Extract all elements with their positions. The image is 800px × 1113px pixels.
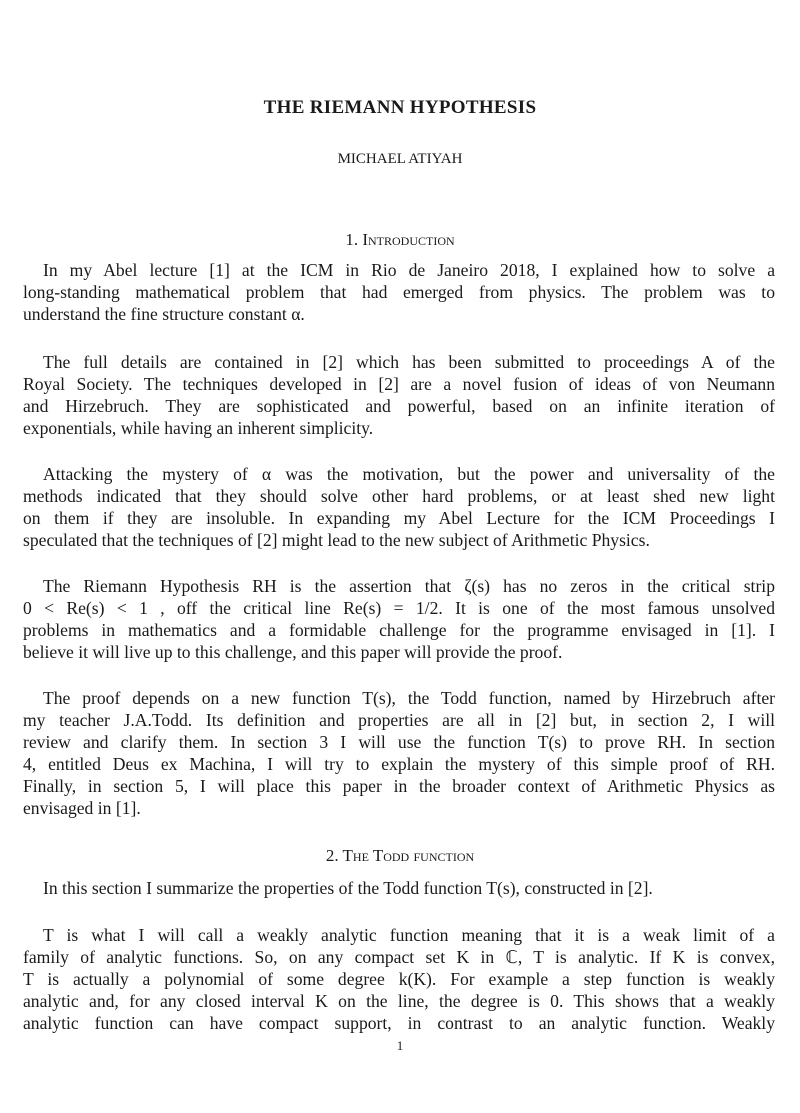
text-line: speculated that the techniques of [2] might lead to the new subject of Arithmetic Physics.: [23, 530, 650, 550]
text-line: problems in mathematics and a formidable challenge for the programme envisaged in [1]. I: [23, 620, 775, 640]
text-line: on them if they are insoluble. In expanding my Abel Lecture for the ICM Proceedings I: [23, 508, 775, 528]
text-line: analytic and, for any closed interval K on the line, the degree is 0. This shows that a weakly: [23, 991, 775, 1011]
paragraph-summary: [23, 877, 775, 899]
text-line: exponentials, while having an inherent simplicity.: [23, 418, 374, 438]
paper-title: THE RIEMANN HYPOTHESIS: [263, 97, 537, 118]
text-line: The Riemann Hypothesis RH is the assertion that ζ(s) has no zeros in the critical strip: [43, 576, 775, 596]
text-line: Royal Society. The techniques developed in [2] are a novel fusion of ideas of von Neumann: [23, 374, 775, 394]
text-line: 0 < Re(s) < 1 , off the critical line Re(s) = 1/2. It is one of the most famous unsolved: [23, 598, 775, 618]
text-line: The proof depends on a new function T(s), the Todd function, named by Hirzebruch after: [43, 688, 775, 708]
text-line: T is what I will call a weakly analytic function meaning that it is a weak limit of a: [43, 925, 775, 945]
text-line: envisaged in [1].: [23, 798, 141, 818]
text-line: T is actually a polynomial of some degree k(K). For example a step function is weakly: [23, 969, 775, 989]
text-line: Finally, in section 5, I will place this paper in the broader context of Arithmetic Physics as: [23, 776, 775, 796]
text-line: In this section I summarize the properties of the Todd function T(s), constructed in [2].: [43, 878, 653, 898]
text-line: and Hirzebruch. They are sophisticated and powerful, based on an infinite iteration of: [23, 396, 775, 416]
text-line: Attacking the mystery of α was the motivation, but the power and universality of the: [43, 464, 775, 484]
text-line: my teacher J.A.Todd. Its definition and properties are all in [2] but, in section 2, I will: [23, 710, 775, 730]
paragraph-abel-lecture: [23, 259, 775, 325]
page-number: 1: [396, 1038, 404, 1053]
section-heading-todd-function: 2. The Todd function: [325, 846, 475, 865]
paragraph-todd-function-proof: [23, 687, 775, 819]
text-line: family of analytic functions. So, on any compact set K in ℂ, T is analytic. If K is convex,: [23, 947, 775, 967]
paragraph-riemann-hypothesis: [23, 575, 775, 663]
text-line: long-standing mathematical problem that had emerged from physics. The problem was to: [23, 282, 775, 302]
text-line: analytic function can have compact support, in contrast to an analytic function. Weakly: [23, 1013, 775, 1033]
paper-author: MICHAEL ATIYAH: [337, 151, 463, 167]
paragraph-weakly-analytic: [23, 924, 775, 1034]
text-line: methods indicated that they should solve other hard problems, or at least shed new light: [23, 486, 775, 506]
text-line: 4, entitled Deus ex Machina, I will try to explain the mystery of this simple proof of RH.: [23, 754, 775, 774]
text-line: believe it will live up to this challenge, and this paper will provide the proof.: [23, 642, 563, 662]
text-line: review and clarify them. In section 3 I will use the function T(s) to prove RH. In section: [23, 732, 775, 752]
paragraph-motivation: [23, 463, 775, 551]
text-line: understand the fine structure constant α.: [23, 304, 305, 324]
text-line: In my Abel lecture [1] at the ICM in Rio de Janeiro 2018, I explained how to solve a: [43, 260, 775, 280]
paragraph-full-details: [23, 351, 775, 439]
text-line: The full details are contained in [2] which has been submitted to proceedings A of the: [43, 352, 775, 372]
section-heading-introduction: 1. Introduction: [345, 230, 455, 249]
